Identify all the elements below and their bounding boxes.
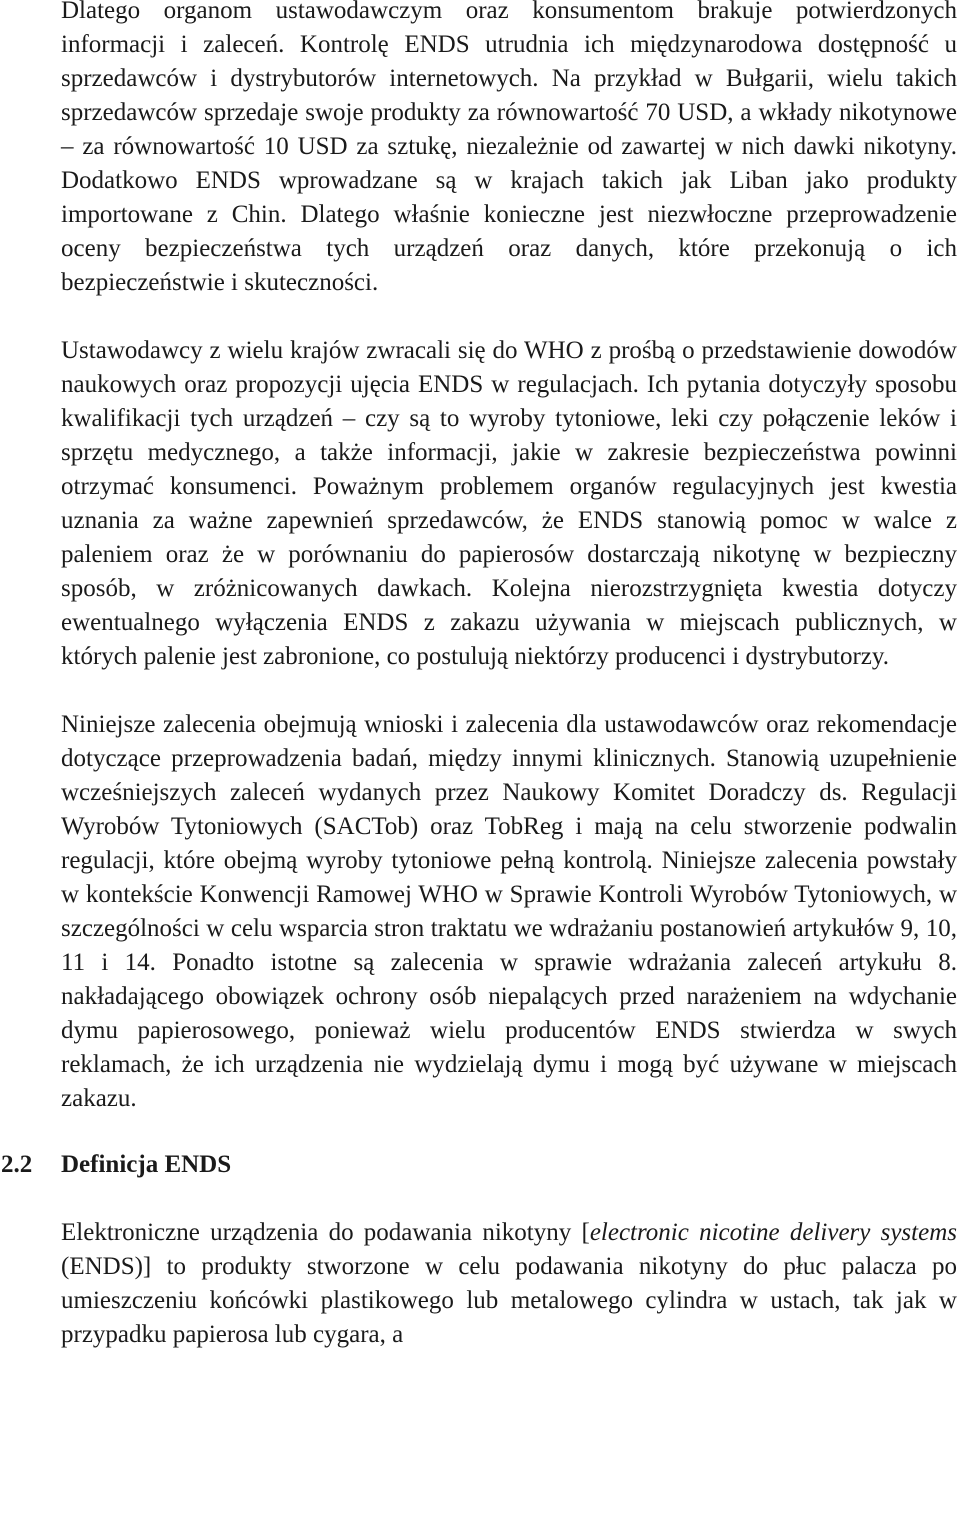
section-number: 2.2	[1, 1151, 33, 1178]
body-paragraph-3: Niniejsze zalecenia obejmują wnioski i zalecenia dla ustawodawców oraz rekomendacje dotyczące przeprowadzenia badań, między innymi klinicznych. Stanowią uzupełnienie wcześniejszych zaleceń wydanych przez Naukowy Komitet Doradczy ds. Regulacji Wyrobów Tytoniowych (SACTob) oraz TobReg i mają na celu stworzenie podwalin regulacji, które obejmą wyroby tytoniowe pełną kontrolą. Niniejsze zalecenia powstały w kontekście Konwencji Ramowej WHO w Sprawie Kontroli Wyrobów Tytoniowych, w szczególności w celu wsparcia stron traktatu we wdrażaniu postanowień artykułów 9, 10, 11 i 14. Ponadto istotne są zalecenia w sprawie wdrażania zaleceń artykułu 8. nakładającego obowiązek ochrony osób niepalących przed narażeniem na wdychanie dymu papierosowego, ponieważ wielu producentów ENDS stwierdza w swych reklamach, że ich urządzenia nie wydzielają dymu i mogą być używane w miejscach zakazu.	[61, 711, 957, 1112]
definition-italic-term: electronic nicotine delivery systems	[589, 1219, 957, 1246]
definition-lead: Elektroniczne urządzenia do podawania nikotyny [	[61, 1219, 590, 1246]
body-paragraph-2: Ustawodawcy z wielu krajów zwracali się do WHO z prośbą o przedstawienie dowodów naukowych oraz propozycji ujęcia ENDS w regulacjach. Ich pytania dotyczyły sposobu kwalifikacji tych urządzeń – czy są to wyroby tytoniowe, leki czy połączenie leków i sprzętu medycznego, a także informacji, jakie w zakresie bezpieczeństwa powinni otrzymać konsumenci. Poważnym problemem organów regulacyjnych jest kwestia uznania za ważne zapewnień sprzedawców, że ENDS stanowią pomoc w walce z paleniem oraz że w porównaniu do papierosów dostarczają nikotynę w bezpieczny sposób, w zróżnicowanych dawkach. Kolejna nierozstrzygnięta kwestia dotyczy ewentualnego wyłączenia ENDS z zakazu używania w miejscach publicznych, w których palenie jest zabronione, co postulują niektórzy producenci i dystrybutorzy.	[61, 337, 957, 670]
definition-rest: (ENDS)] to produkty stworzone w celu podawania nikotyny do płuc palacza po umieszczeniu końcówki plastikowego lub metalowego cylindra w ustach, tak jak w przypadku papierosa lub cygara, a	[61, 1253, 957, 1348]
definition-paragraph	[61, 1216, 957, 1352]
section-heading	[0, 1148, 960, 1182]
section-title: Definicja ENDS	[61, 1151, 232, 1178]
body-paragraph-1: Dlatego organom ustawodawczym oraz konsumentom brakuje potwierdzonych informacji i zaleceń. Kontrolę ENDS utrudnia ich międzynarodowa dostępność u sprzedawców i dystrybutorów internetowych. Na przykład w Bułgarii, wielu takich sprzedawców sprzedaje swoje produkty za równowartość 70 USD, a wkłady nikotynowe – za równowartość 10 USD za sztukę, niezależnie od zawartej w nich dawki nikotyny. Dodatkowo ENDS wprowadzane są w krajach takich jak Liban jako produkty importowane z Chin. Dlatego właśnie konieczne jest niezwłoczne przeprowadzenie oceny bezpieczeństwa tych urządzeń oraz danych, które przekonują o ich bezpieczeństwie i skuteczności.	[61, 0, 957, 296]
